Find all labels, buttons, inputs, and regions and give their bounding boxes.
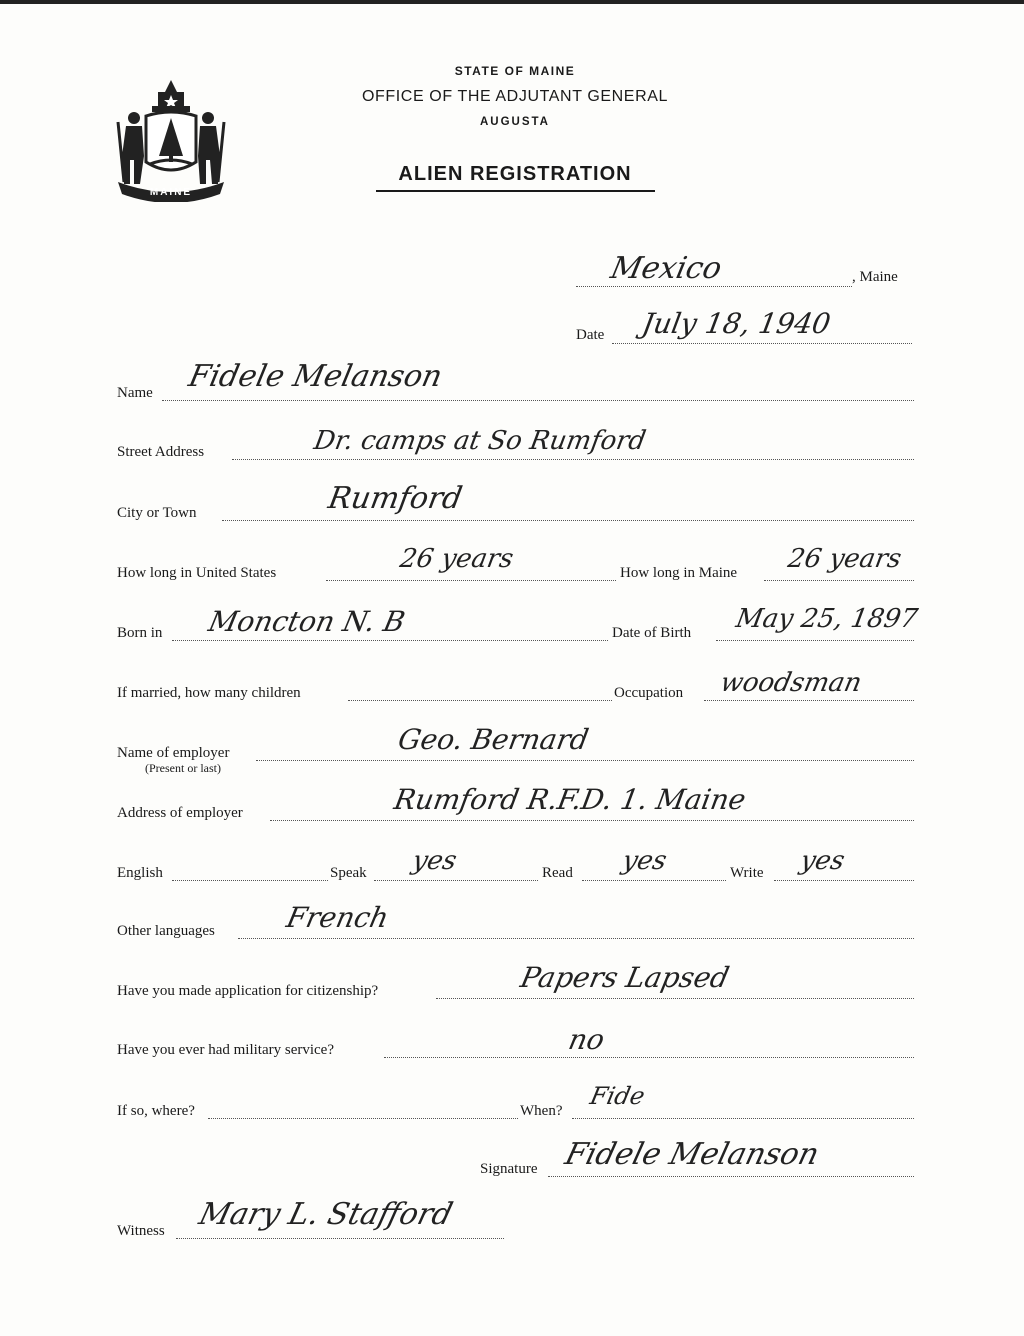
witness-value: Mary L. Stafford bbox=[195, 1197, 457, 1232]
english-line bbox=[172, 880, 328, 881]
years-maine-value: 26 years bbox=[785, 544, 904, 574]
employer-label: Name of employer bbox=[117, 745, 230, 761]
born-in-label: Born in bbox=[117, 625, 163, 641]
witness-label: Witness bbox=[117, 1223, 165, 1239]
read-value: yes bbox=[619, 846, 670, 876]
state-heading: STATE OF MAINE bbox=[454, 64, 576, 78]
write-line bbox=[774, 880, 914, 881]
office-heading: OFFICE OF THE ADJUTANT GENERAL bbox=[361, 88, 669, 105]
read-line bbox=[582, 880, 726, 881]
born-in-value: Moncton N. B bbox=[205, 605, 408, 638]
signature-line bbox=[548, 1176, 914, 1177]
speak-label: Speak bbox=[330, 865, 367, 881]
city-value: Rumford bbox=[325, 481, 465, 516]
birth-date-label: Date of Birth bbox=[612, 625, 692, 641]
witness-line bbox=[176, 1238, 504, 1239]
military-label: Have you ever had military service? bbox=[117, 1042, 334, 1058]
street-label: Street Address bbox=[117, 444, 205, 460]
write-label: Write bbox=[730, 865, 764, 881]
date-value: July 18, 1940 bbox=[639, 307, 834, 340]
city-line bbox=[222, 520, 914, 521]
place-line bbox=[576, 286, 852, 287]
english-label: English bbox=[117, 865, 163, 881]
children-line bbox=[348, 700, 612, 701]
born-in-line bbox=[172, 640, 608, 641]
occupation-value: woodsman bbox=[717, 668, 865, 698]
birth-date-value: May 25, 1897 bbox=[733, 604, 920, 634]
occupation-line bbox=[704, 700, 914, 701]
occupation-label: Occupation bbox=[614, 685, 684, 701]
date-label: Date bbox=[576, 327, 605, 343]
other-languages-label: Other languages bbox=[117, 923, 215, 939]
write-value: yes bbox=[797, 846, 848, 876]
citizenship-line bbox=[436, 998, 914, 999]
signature-value: Fidele Melanson bbox=[561, 1137, 823, 1172]
children-label: If married, how many children bbox=[117, 685, 301, 701]
other-languages-value: French bbox=[283, 901, 392, 934]
when-line bbox=[572, 1118, 914, 1119]
military-value: no bbox=[565, 1023, 608, 1056]
birth-date-line bbox=[716, 640, 914, 641]
where-label: If so, where? bbox=[117, 1103, 195, 1119]
city-heading: AUGUSTA bbox=[479, 116, 550, 128]
military-line bbox=[384, 1057, 914, 1058]
citizenship-label: Have you made application for citizenship? bbox=[117, 983, 379, 999]
street-line bbox=[232, 459, 914, 460]
seal-banner-text: MAINE bbox=[149, 187, 193, 198]
employer-address-value: Rumford R.F.D. 1. Maine bbox=[391, 783, 749, 816]
years-us-value: 26 years bbox=[397, 544, 516, 574]
name-line bbox=[162, 400, 914, 401]
name-label: Name bbox=[117, 385, 153, 401]
speak-value: yes bbox=[409, 846, 460, 876]
place-value: Mexico bbox=[607, 251, 725, 286]
years-maine-label: How long in Maine bbox=[620, 565, 738, 581]
name-value: Fidele Melanson bbox=[185, 359, 446, 394]
signature-label: Signature bbox=[480, 1161, 538, 1177]
scan-edge bbox=[0, 0, 1024, 4]
citizenship-value: Papers Lapsed bbox=[517, 961, 733, 994]
when-label: When? bbox=[520, 1103, 563, 1119]
when-value: Fide bbox=[587, 1082, 648, 1110]
where-line bbox=[208, 1118, 518, 1119]
read-label: Read bbox=[542, 865, 573, 881]
employer-address-line bbox=[270, 820, 914, 821]
state-seal-icon bbox=[112, 78, 230, 202]
years-us-label: How long in United States bbox=[117, 565, 277, 581]
years-us-line bbox=[326, 580, 616, 581]
title-underline bbox=[376, 190, 655, 192]
street-value: Dr. camps at So Rumford bbox=[311, 426, 649, 456]
speak-line bbox=[374, 880, 538, 881]
date-line bbox=[612, 343, 912, 344]
place-suffix: , Maine bbox=[852, 269, 898, 285]
employer-line bbox=[256, 760, 914, 761]
employer-address-label: Address of employer bbox=[117, 805, 243, 821]
employer-sublabel: (Present or last) bbox=[145, 761, 221, 775]
years-maine-line bbox=[764, 580, 914, 581]
form-title: ALIEN REGISTRATION bbox=[398, 163, 632, 185]
city-label: City or Town bbox=[117, 505, 197, 521]
other-languages-line bbox=[238, 938, 914, 939]
employer-value: Geo. Bernard bbox=[395, 723, 592, 756]
